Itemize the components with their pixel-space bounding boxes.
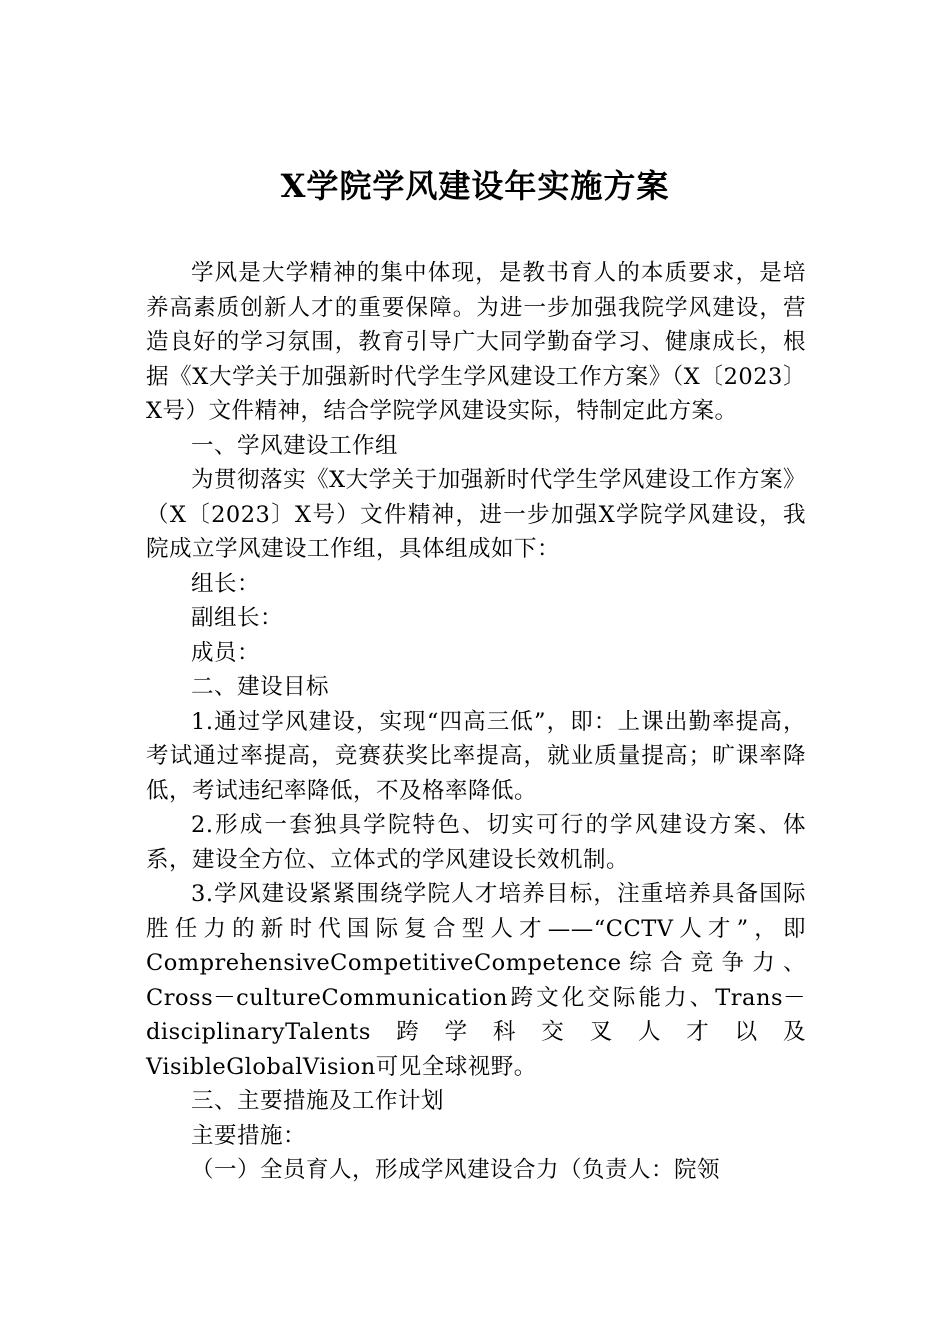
measures-label: 主要措施： — [191, 1122, 307, 1149]
document-title: X学院学风建设年实施方案 — [280, 167, 670, 205]
section-heading-measures: 三、主要措施及工作计划 — [191, 1088, 445, 1114]
working-group-paragraph: 为贯彻落实《X大学关于加强新时代学生学风建设工作方案》（X〔2023〕X号）文件精神，进一步加强X学院学风建设，我院成立学风建设工作组，具体组成如下： — [146, 467, 806, 562]
members-label: 成员： — [191, 639, 261, 666]
section-heading-goals: 二、建设目标 — [191, 674, 330, 700]
deputy-leader-label: 副组长： — [191, 605, 284, 631]
intro-paragraph: 学风是大学精神的集中体现，是教书育人的本质要求，是培养高素质创新人才的重要保障。为进一步加强我院学风建设，营造良好的学习氛围，教育引导广大同学勤奋学习、健康成长，根据《X大学关于加强新时代学生学风建设工作方案》（X〔2023〕X号）文件精神，结合学院学风建设实际，特制定此方案。 — [146, 260, 806, 424]
leader-label: 组长： — [191, 570, 261, 597]
measure-item-1: （一）全员育人，形成学风建设合力（负责人：院领 — [191, 1157, 721, 1183]
goal-item-1: 1.通过学风建设，实现“四高三低”，即：上课出勤率提高，考试通过率提高，竞赛获奖比率提高，就业质量提高；旷课率降低，考试违纪率降低，不及格率降低。 — [146, 708, 806, 804]
document-body — [146, 256, 806, 1188]
section-heading-working-group: 一、学风建设工作组 — [191, 432, 399, 459]
goal-item-2: 2.形成一套独具学院特色、切实可行的学风建设方案、体系，建设全方位、立体式的学风建设长效机制。 — [146, 812, 806, 873]
goal-item-3: 3.学风建设紧紧围绕学院人才培养目标，注重培养具备国际胜任力的新时代国际复合型人才——“CCTV人才”，即ComprehensiveCompetitiveCompetence综合竞争力、Cross－cultureCommunication跨文化交际能力、Trans－disciplinaryTalents跨学科交叉人才以及VisibleGlobalVision可见全球视野。 — [146, 881, 806, 1080]
